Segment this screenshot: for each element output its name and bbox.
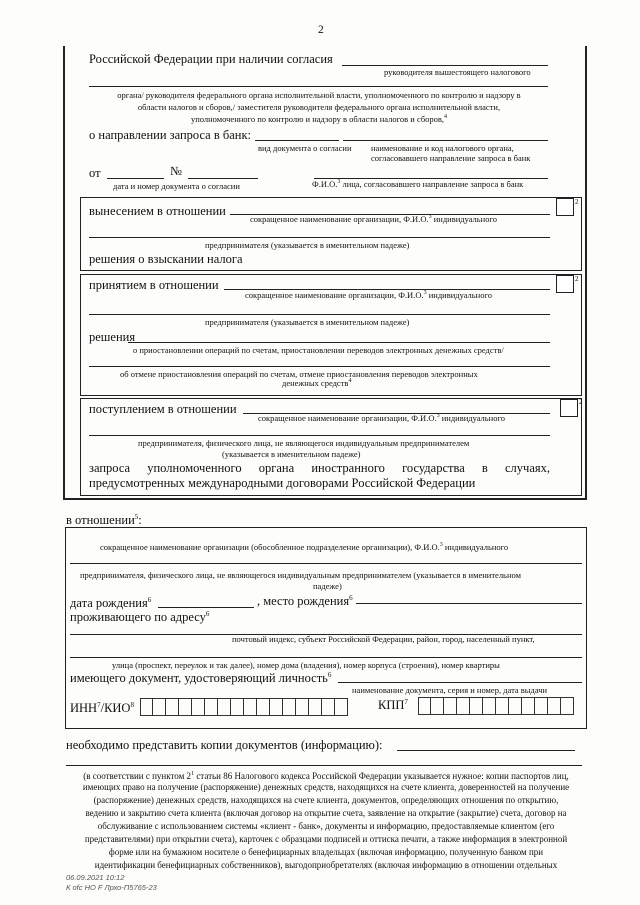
sec2-cap1: сокращенное наименование организации, Ф.И.О.$^3$ индивидуального: [245, 290, 493, 300]
subject-name-field[interactable]: [70, 563, 582, 564]
top-line1b-field[interactable]: [89, 86, 548, 87]
need-text-1: (в соответствии с пунктом $2^1$ статьи 86 Налогового кодекса Российской Федерации указывается нужное: копии паспортов лиц,: [83, 771, 569, 781]
footer-date: 06.09.2021 10:12: [66, 873, 125, 882]
sec2-checkbox[interactable]: [556, 275, 574, 293]
otn-cap2: предпринимателя, физического лица, не являющегося индивидуальным предпринимателем (указывается в именительном: [80, 570, 521, 580]
need-field[interactable]: [397, 750, 575, 751]
consent-date-field[interactable]: [107, 178, 164, 179]
sec2-name-field2[interactable]: [89, 314, 550, 315]
sec3-cap1: сокращенное наименование организации, Ф.И.О.$^3$ индивидуального: [258, 413, 506, 423]
inn-label: ИНН$^7$/КИО$^8$: [70, 701, 134, 716]
num-label: №: [170, 164, 182, 178]
need-text-3: (распоряжение) денежных средств, находящихся на счете клиента, документов, определяющих отношения по открытию,: [93, 795, 559, 805]
sec1-checkbox[interactable]: [556, 198, 574, 216]
need-text-8: идентификации бенефициарных собственников), выгодоприобретателях (включая информацию в отношении отдельных: [94, 860, 558, 870]
sec2-cap3: о приостановлении операций по счетам, приостановлении переводов электронных денежных средств/: [133, 345, 504, 355]
page-number: 2: [318, 24, 324, 36]
otn-cap5: улица (проспект, переулок и так далее), номер дома (владения), номер корпуса (строения), номер квартиры: [112, 660, 500, 670]
inn-cells[interactable]: [140, 698, 348, 716]
sec1-cap2: предпринимателя (указывается в именительном падеже): [205, 240, 410, 250]
need-text-7: форме или на бумажном носителе о бенефициарных владельцах (включая информацию, полученную банком при: [108, 847, 544, 857]
sec2-cap4: об отмене приостановления операций по счетам, отмене приостановления переводов электронных: [120, 369, 478, 379]
tax-body-field[interactable]: [343, 140, 548, 141]
consent-number-field[interactable]: [188, 178, 258, 179]
addr-label: проживающего по адресу$^6$: [70, 610, 210, 625]
top-cap2: органа/ руководителя федерального органа исполнительной власти, уполномоченного по контролю и надзору в: [117, 90, 521, 100]
sec3-name-field2[interactable]: [89, 435, 550, 436]
top-line2: о направлении запроса в банк:: [89, 128, 252, 142]
sec2-cap5: денежных средств$^4$: [282, 378, 352, 388]
sec1-checkbox-sup: 2: [575, 198, 579, 206]
top-cap8: Ф.И.О.$^3$ лица, согласовавшего направление запроса в банк: [312, 179, 524, 189]
top-cap5: вид документа о согласии: [258, 143, 352, 153]
top-cap6b: согласовавшего направление запроса в банк: [371, 153, 531, 163]
sec3-line1: запроса уполномоченного органа иностранного государства в случаях,: [89, 461, 550, 475]
pob-field[interactable]: [356, 603, 582, 604]
sec2-title: принятием в отношении: [89, 278, 219, 292]
consent-type-field[interactable]: [255, 140, 339, 141]
top-cap3: области налогов и сборов,/ заместителя руководителя федерального органа исполнительной власти,: [137, 102, 501, 112]
need-text-6: представителями) при открытии счета), карточек с образцами подписей и оттиска печати, а также информация в электронной: [84, 834, 568, 844]
sec3-cap2: предпринимателя, физического лица, не являющегося индивидуальным предпринимателем: [138, 438, 470, 448]
sec3-title: поступлением в отношении: [89, 402, 237, 416]
addr-field2[interactable]: [70, 657, 582, 658]
sec1-title: вынесением в отношении: [89, 204, 226, 218]
doc-field[interactable]: [338, 682, 582, 683]
kpp-cells[interactable]: [418, 697, 574, 715]
sec3-line2: предусмотренных международными договорами Российской Федерации: [89, 476, 476, 490]
footer-ref: К ofc НО F Лрхо-П5765-23: [66, 883, 157, 892]
top-line1-field[interactable]: [342, 65, 548, 66]
otn-cap4: почтовый индекс, субъект Российской Федерации, район, город, населенный пункт,: [232, 634, 535, 644]
need-text-4: ведению и закрытию счета клиента (включая договор на открытие счета, заявление на открытие (закрытие) счета, договор на: [85, 808, 567, 818]
top-cap1: руководителя вышестоящего налогового: [384, 67, 531, 77]
sec2-line: решения: [89, 330, 136, 344]
need-text-5: обслуживание с использованием системы «клиент - банк», документы и информацию, предоставляемые клиентом (его: [97, 821, 555, 831]
otn-cap1: сокращенное наименование организации (обособленное подразделение организации), Ф.И.О.$^3$ индивидуального: [100, 542, 509, 552]
need-title: необходимо представить копии документов (информацию):: [66, 738, 383, 752]
pob-label: , место рождения$^6$: [257, 594, 353, 609]
sec1-name-field2[interactable]: [89, 237, 550, 238]
top-cap4: уполномоченного по контролю и надзору в области налогов и сборов,$^4$: [190, 114, 448, 124]
need-text-2: имеющих право на получение (распоряжение) денежных средств, находящихся на счете клиента, доверенностей на получение: [82, 782, 570, 792]
need-field2[interactable]: [66, 765, 582, 766]
otn-title: в отношении$^5$:: [66, 513, 142, 528]
top-cap6a: наименование и код налогового органа,: [371, 143, 514, 153]
kpp-label: КПП$^7$: [378, 698, 408, 713]
doc-label: имеющего документ, удостоверяющий личность$^6$: [70, 671, 332, 686]
sec3-cap3: (указывается в именительном падеже): [222, 449, 361, 459]
dob-field[interactable]: [158, 607, 254, 608]
top-cap7: дата и номер документа о согласии: [113, 181, 240, 191]
top-line1: Российской Федерации при наличии согласия: [89, 52, 333, 66]
sec1-line: решения о взыскании налога: [89, 252, 243, 266]
sec3-checkbox-sup: 2: [579, 398, 583, 406]
sec2-decision-field2[interactable]: [89, 366, 550, 367]
sec2-cap2: предпринимателя (указывается в именительном падеже): [205, 317, 410, 327]
otn-cap6: наименование документа, серия и номер, дата выдачи: [352, 685, 548, 695]
sec1-cap1: сокращенное наименование организации, Ф.И.О.$^3$ индивидуального: [250, 214, 498, 224]
otn-cap3: падеже): [313, 581, 342, 591]
sec3-checkbox[interactable]: [560, 399, 578, 417]
sec2-checkbox-sup: 2: [575, 275, 579, 283]
sec2-decision-field[interactable]: [128, 342, 550, 343]
ot-label: от: [89, 166, 101, 180]
dob-label: дата рождения$^6$: [70, 596, 152, 611]
